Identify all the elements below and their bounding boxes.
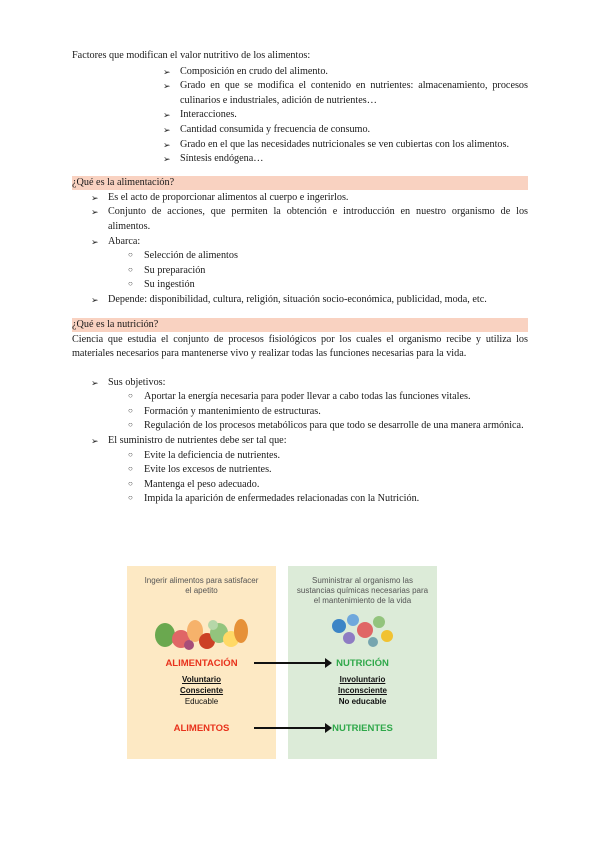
list-item: ➢ Depende: disponibilidad, cultura, religión, situación socio-económica, publicidad, moda, etc.	[108, 293, 528, 308]
involuntario-label: Involuntario	[339, 675, 386, 684]
nutricion-list	[72, 376, 528, 507]
arrow-bullet-icon: ➢	[163, 154, 171, 165]
list-item: ○ Impida la aparición de enfermedades relacionadas con la Nutrición.	[128, 493, 420, 505]
list-item: ○ Evite la deficiencia de nutrientes.	[128, 449, 281, 461]
section-heading-nutricion: ¿Qué es la nutrición?	[72, 318, 528, 332]
inconsciente-label: Inconsciente	[338, 686, 387, 695]
nutricion-description: Suministrar al organismo las sustancias químicas necesarias para el mantenimiento de la vida	[296, 576, 429, 605]
list-item: ➢ Cantidad consumida y frecuencia de consumo.	[180, 123, 528, 138]
alimentacion-list	[72, 191, 528, 308]
circle-bullet-icon: ○	[128, 464, 133, 474]
suministro-sublist	[108, 449, 528, 507]
arrow-bullet-icon: ➢	[91, 236, 99, 247]
document-page	[72, 49, 528, 507]
circle-bullet-icon: ○	[128, 391, 133, 401]
food-illustration-icon	[151, 611, 251, 653]
list-item: ○ Aportar la energía necesaria para poder llevar a cabo todas las funciones vitales.	[128, 391, 471, 403]
alimentos-label: ALIMENTOS	[173, 723, 230, 734]
circle-bullet-icon: ○	[128, 405, 133, 415]
list-item: ○ Regulación de los procesos metabólicos para que todo se desarrolle de una manera armónica.	[128, 420, 524, 432]
list-item: ○ Evite los excesos de nutrientes.	[128, 464, 272, 476]
intro-title: Factores que modifican el valor nutritivo de los alimentos:	[72, 50, 311, 61]
circle-bullet-icon: ○	[128, 279, 133, 289]
educable-label: Educable	[184, 697, 219, 706]
circle-bullet-icon: ○	[128, 478, 133, 488]
arrow-bullet-icon: ➢	[91, 192, 99, 203]
list-item: ➢ Composición en crudo del alimento.	[180, 65, 528, 80]
no-educable-label: No educable	[338, 697, 387, 706]
list-item: ➢ Sus objetivos: ○ Aportar la energía necesaria para poder llevar a cabo todas las funciones vitales. ○ Formación y mantenimiento de estructuras. ○ Regulación de los procesos metabólicos para que todo se desarrolle de una manera armónica.	[108, 376, 528, 434]
factors-list	[72, 65, 528, 167]
nutricion-title: NUTRICIÓN	[336, 658, 389, 669]
list-item: ○ Selección de alimentos	[128, 250, 238, 262]
list-item: ➢ Grado en que se modifica el contenido en nutrientes: almacenamiento, procesos culinarios e industriales, adición de nutrientes…	[163, 80, 528, 106]
list-item: ➢ Conjunto de acciones, que permiten la obtención e introducción en nuestro organismo de los alimentos.	[91, 206, 528, 232]
arrow-bullet-icon: ➢	[163, 81, 171, 92]
objetivos-sublist	[108, 390, 528, 434]
alimentacion-description: Ingerir alimentos para satisfacer el apetito	[144, 576, 259, 595]
list-item: ○ Su preparación	[128, 264, 206, 276]
circle-bullet-icon: ○	[128, 420, 133, 430]
abarca-sublist	[108, 249, 528, 293]
arrow-bullet-icon: ➢	[91, 436, 99, 447]
arrow-right-icon	[254, 662, 326, 664]
arrow-bullet-icon: ➢	[91, 207, 99, 218]
list-item: ○ Su ingestión	[128, 279, 195, 291]
list-item: ○ Formación y mantenimiento de estructuras.	[128, 405, 321, 417]
list-item: ➢ Grado en el que las necesidades nutricionales se ven cubiertas con los alimentos.	[180, 138, 528, 153]
alimentacion-title: ALIMENTACIÓN	[165, 658, 238, 669]
arrow-bullet-icon: ➢	[163, 139, 171, 150]
nutrientes-label: NUTRIENTES	[332, 723, 393, 734]
arrow-bullet-icon: ➢	[163, 110, 171, 121]
nutricion-definition: Ciencia que estudia el conjunto de procesos fisiológicos por los cuales el organismo recibe y utiliza los materiales necesarios para mantenerse vivo y realizar todas las funciones necesarias para la vida.	[72, 333, 528, 360]
arrow-bullet-icon: ➢	[91, 294, 99, 305]
nutrients-molecules-icon	[327, 610, 397, 650]
list-item: ○ Mantenga el peso adecuado.	[128, 478, 260, 490]
voluntario-label: Voluntario	[182, 675, 221, 684]
list-item: ➢ Es el acto de proporcionar alimentos al cuerpo e ingerirlos.	[108, 191, 528, 206]
alimentacion-vs-nutricion-figure	[127, 566, 437, 759]
arrow-bullet-icon: ➢	[163, 66, 171, 77]
circle-bullet-icon: ○	[128, 493, 133, 503]
list-item: ➢ Interacciones.	[180, 108, 528, 123]
circle-bullet-icon: ○	[128, 250, 133, 260]
list-item: ➢ Abarca: ○ Selección de alimentos ○ Su preparación ○ Su ingestión	[108, 235, 528, 293]
arrow-right-icon	[254, 727, 326, 729]
list-item: ➢ El suministro de nutrientes debe ser tal que: ○ Evite la deficiencia de nutrientes. ○ Evite los excesos de nutrientes. ○ Mantenga el peso adecuado. ○ Impida la aparición de enfermedades relacionadas con la Nutrición.	[108, 434, 528, 507]
arrow-bullet-icon: ➢	[163, 124, 171, 135]
list-item: ➢ Síntesis endógena…	[180, 152, 528, 167]
arrow-bullet-icon: ➢	[91, 377, 99, 388]
circle-bullet-icon: ○	[128, 264, 133, 274]
section-heading-alimentacion: ¿Qué es la alimentación?	[72, 176, 528, 190]
circle-bullet-icon: ○	[128, 449, 133, 459]
consciente-label: Consciente	[179, 686, 224, 695]
